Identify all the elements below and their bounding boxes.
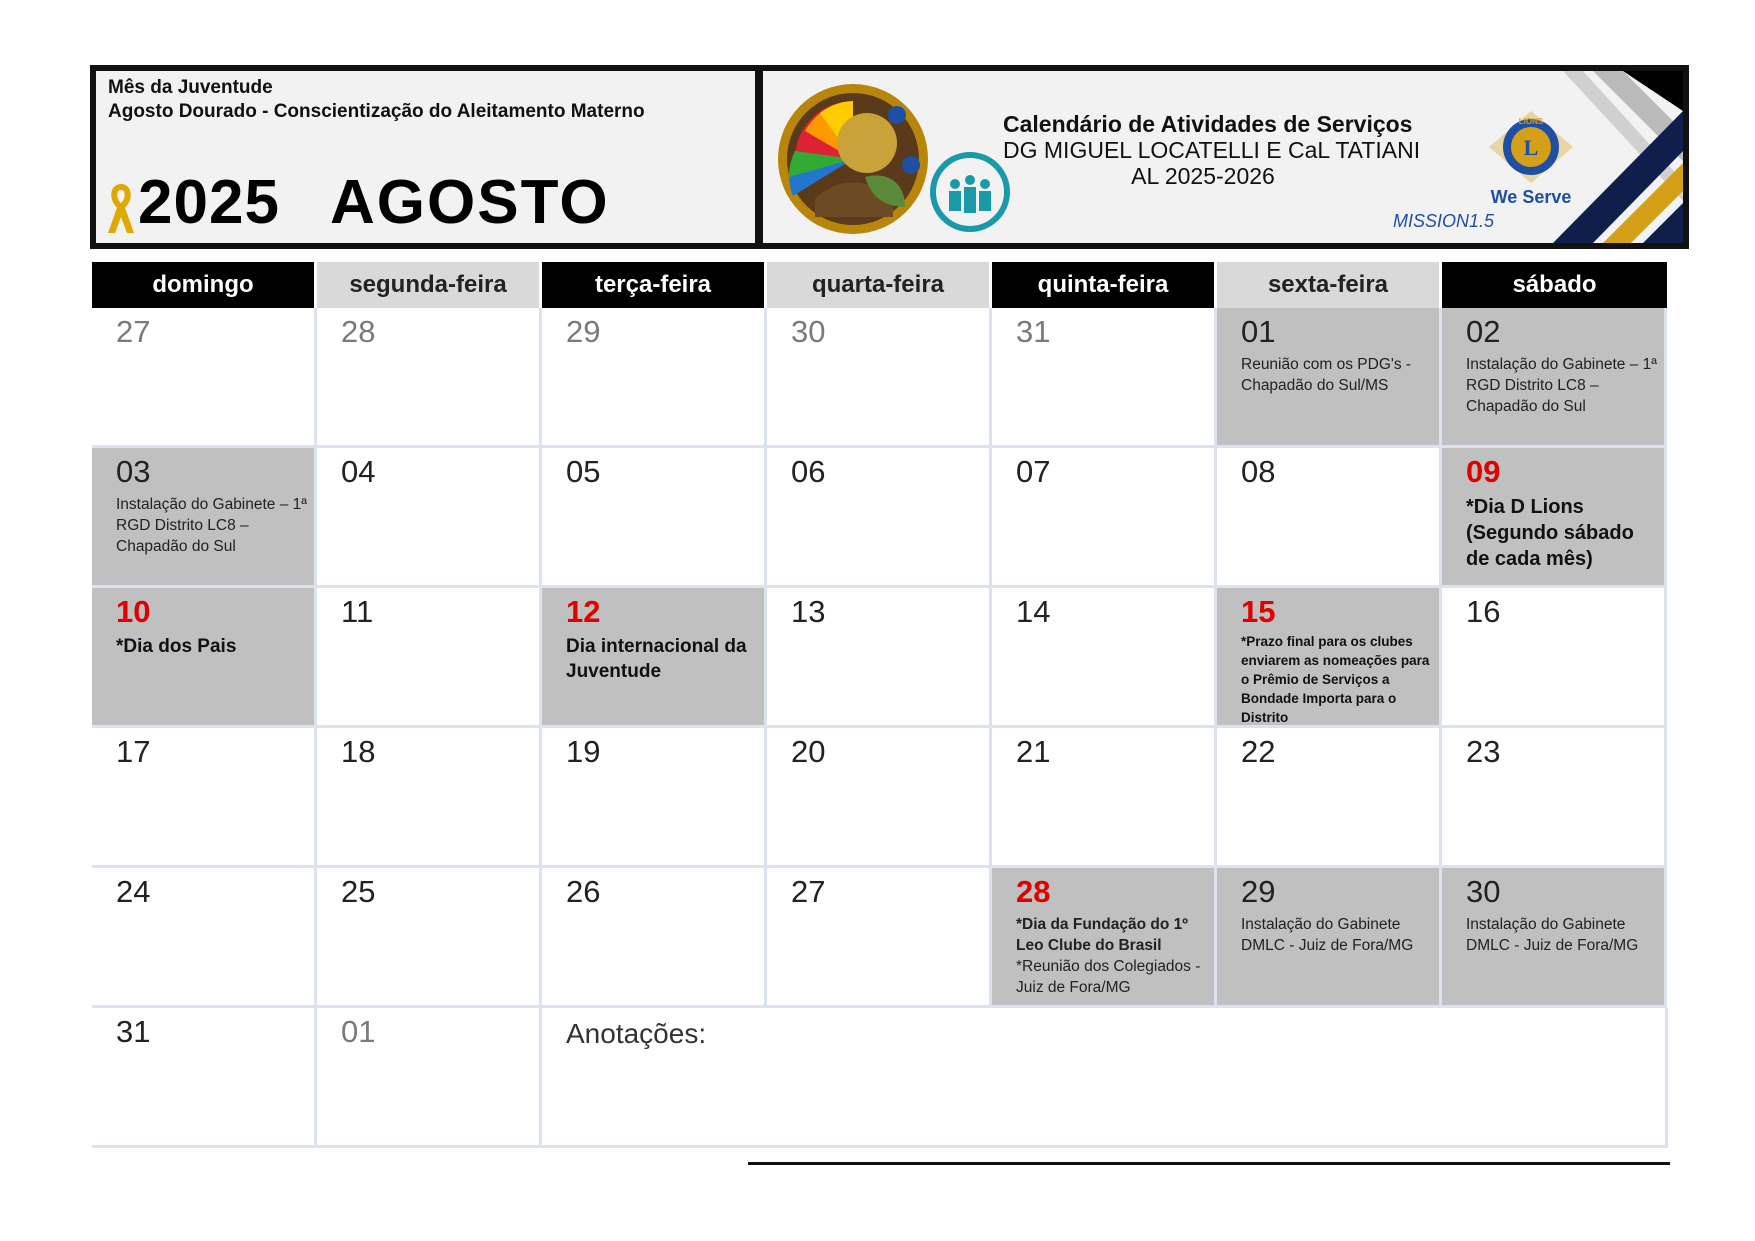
weekday-tuesday: terça-feira: [542, 262, 767, 308]
day-number: 24: [116, 874, 151, 909]
day-number: 30: [1466, 874, 1501, 909]
day-number: 29: [1241, 874, 1276, 909]
weekday-wednesday: quarta-feira: [767, 262, 992, 308]
calendar-header: [90, 65, 1689, 249]
day-cell[interactable]: [992, 728, 1217, 868]
day-number: 02: [1466, 314, 1501, 349]
lions-logo-text: LIONS: [1518, 117, 1544, 126]
notes-label: Anotações:: [566, 1018, 707, 1049]
day-cell[interactable]: [542, 308, 767, 448]
day-event-note-highlight: *Dia da Fundação do 1º Leo Clube do Brasil: [1016, 916, 1188, 954]
day-cell[interactable]: [767, 588, 992, 728]
day-cell[interactable]: [767, 308, 992, 448]
day-number: 17: [116, 734, 151, 769]
day-event-note: *Dia D Lions (Segundo sábado de cada mês): [1466, 496, 1634, 570]
day-cell[interactable]: [992, 448, 1217, 588]
day-event-note: Reunião com os PDG's - Chapadão do Sul/MS: [1241, 356, 1412, 394]
weekday-header-row: [92, 262, 1668, 308]
day-cell[interactable]: [542, 728, 767, 868]
day-number: 11: [341, 594, 374, 629]
day-number: 31: [1016, 314, 1051, 349]
day-event-note: Instalação do Gabinete – 1ª RGD Distrito LC8 – Chapadão do Sul: [1466, 356, 1658, 415]
day-cell[interactable]: [992, 868, 1217, 1008]
day-number: 06: [791, 454, 826, 489]
day-number: 01: [1241, 314, 1276, 349]
day-cell[interactable]: [92, 308, 317, 448]
day-cell[interactable]: [317, 1008, 542, 1148]
weekday-monday: segunda-feira: [317, 262, 542, 308]
calendar-title: Calendário de Atividades de Serviços: [1003, 111, 1413, 137]
day-cell[interactable]: [1442, 308, 1667, 448]
day-number: 27: [791, 874, 826, 909]
weekday-saturday: sábado: [1442, 262, 1667, 308]
day-number: 20: [791, 734, 826, 769]
day-cell[interactable]: [317, 588, 542, 728]
day-cell[interactable]: [542, 448, 767, 588]
day-cell[interactable]: [992, 588, 1217, 728]
day-cell[interactable]: [542, 868, 767, 1008]
signature-line: [748, 1162, 1670, 1165]
header-right-panel: [763, 71, 1683, 243]
day-event-note: *Prazo final para os clubes enviarem as nomeações para o Prêmio de Serviços a Bondade Importa para o Distrito: [1241, 634, 1430, 725]
day-cell[interactable]: [992, 308, 1217, 448]
day-cell[interactable]: [317, 308, 542, 448]
day-event-note: [1016, 914, 1210, 998]
day-event-note: Instalação do Gabinete DMLC - Juiz de Fora/MG: [1466, 916, 1639, 954]
day-number: 22: [1241, 734, 1276, 769]
day-number: 15: [1241, 594, 1276, 629]
day-cell[interactable]: [1217, 728, 1442, 868]
day-cell[interactable]: [317, 868, 542, 1008]
day-cell[interactable]: [92, 728, 317, 868]
mission-text: MISSION1.5: [1393, 211, 1495, 231]
day-cell[interactable]: [92, 1008, 317, 1148]
day-number: 26: [566, 874, 601, 909]
day-number: 04: [341, 454, 376, 489]
day-event-note-text: *Reunião dos Colegiados - Juiz de Fora/MG: [1016, 958, 1201, 996]
day-cell[interactable]: [317, 448, 542, 588]
day-number: 13: [791, 594, 826, 629]
day-cell[interactable]: [92, 588, 317, 728]
day-number: 21: [1016, 734, 1051, 769]
day-cell[interactable]: [767, 868, 992, 1008]
day-number: 09: [1466, 454, 1501, 489]
calendar-grid: [92, 308, 1668, 1148]
weekday-thursday: quinta-feira: [992, 262, 1217, 308]
calendar-month: AGOSTO: [330, 168, 610, 237]
day-cell[interactable]: [92, 868, 317, 1008]
district-seal-logo: [775, 81, 931, 237]
weekday-sunday: domingo: [92, 262, 317, 308]
month-theme-youth: Mês da Juventude: [108, 77, 273, 98]
day-number: 07: [1016, 454, 1051, 489]
day-number: 31: [116, 1014, 151, 1049]
day-cell[interactable]: [92, 448, 317, 588]
day-number: 08: [1241, 454, 1276, 489]
day-cell[interactable]: [1442, 728, 1667, 868]
day-number: 29: [566, 314, 601, 349]
day-number: 05: [566, 454, 601, 489]
day-number: 30: [791, 314, 826, 349]
children-icon: [929, 151, 1011, 233]
day-number: 01: [341, 1014, 376, 1049]
day-number: 28: [1016, 874, 1051, 909]
day-cell[interactable]: [767, 728, 992, 868]
calendar-year: 2025: [138, 168, 280, 237]
day-number: 25: [341, 874, 376, 909]
svg-text:L: L: [1523, 135, 1539, 160]
day-cell[interactable]: [1217, 868, 1442, 1008]
day-cell[interactable]: [1442, 448, 1667, 588]
day-cell[interactable]: [1217, 588, 1442, 728]
day-number: 27: [116, 314, 151, 349]
day-number: 10: [116, 594, 151, 629]
month-theme-golden-august: Agosto Dourado - Conscientização do Aleitamento Materno: [108, 101, 645, 122]
day-cell[interactable]: [1217, 448, 1442, 588]
day-number: 19: [566, 734, 601, 769]
day-number: 12: [566, 594, 601, 629]
day-event-note: Instalação do Gabinete – 1ª RGD Distrito LC8 – Chapadão do Sul: [116, 496, 308, 555]
day-event-note: Dia internacional da Juventude: [566, 636, 747, 682]
day-number: 03: [116, 454, 151, 489]
day-number: 23: [1466, 734, 1501, 769]
lions-year: AL 2025-2026: [1131, 163, 1275, 189]
day-cell[interactable]: [317, 728, 542, 868]
day-cell[interactable]: [767, 448, 992, 588]
day-cell[interactable]: [1217, 308, 1442, 448]
we-serve-slogan: We Serve: [1490, 187, 1572, 207]
day-number: 28: [341, 314, 376, 349]
weekday-friday: sexta-feira: [1217, 262, 1442, 308]
decorative-stripes: [1523, 71, 1683, 243]
header-left-panel: [96, 71, 755, 243]
day-number: 18: [341, 734, 376, 769]
district-governor-names: DG MIGUEL LOCATELLI E CaL TATIANI: [1003, 137, 1421, 163]
day-number: 16: [1466, 594, 1501, 629]
day-cell[interactable]: [1442, 868, 1667, 1008]
notes-area[interactable]: [542, 1008, 1668, 1148]
day-event-note: Instalação do Gabinete DMLC - Juiz de Fora/MG: [1241, 916, 1414, 954]
day-cell[interactable]: [542, 588, 767, 728]
day-number: 14: [1016, 594, 1051, 629]
day-event-note: *Dia dos Pais: [116, 636, 237, 657]
mission-logo: [1393, 211, 1494, 232]
gold-ribbon-icon: [104, 183, 138, 235]
day-cell[interactable]: [1442, 588, 1667, 728]
